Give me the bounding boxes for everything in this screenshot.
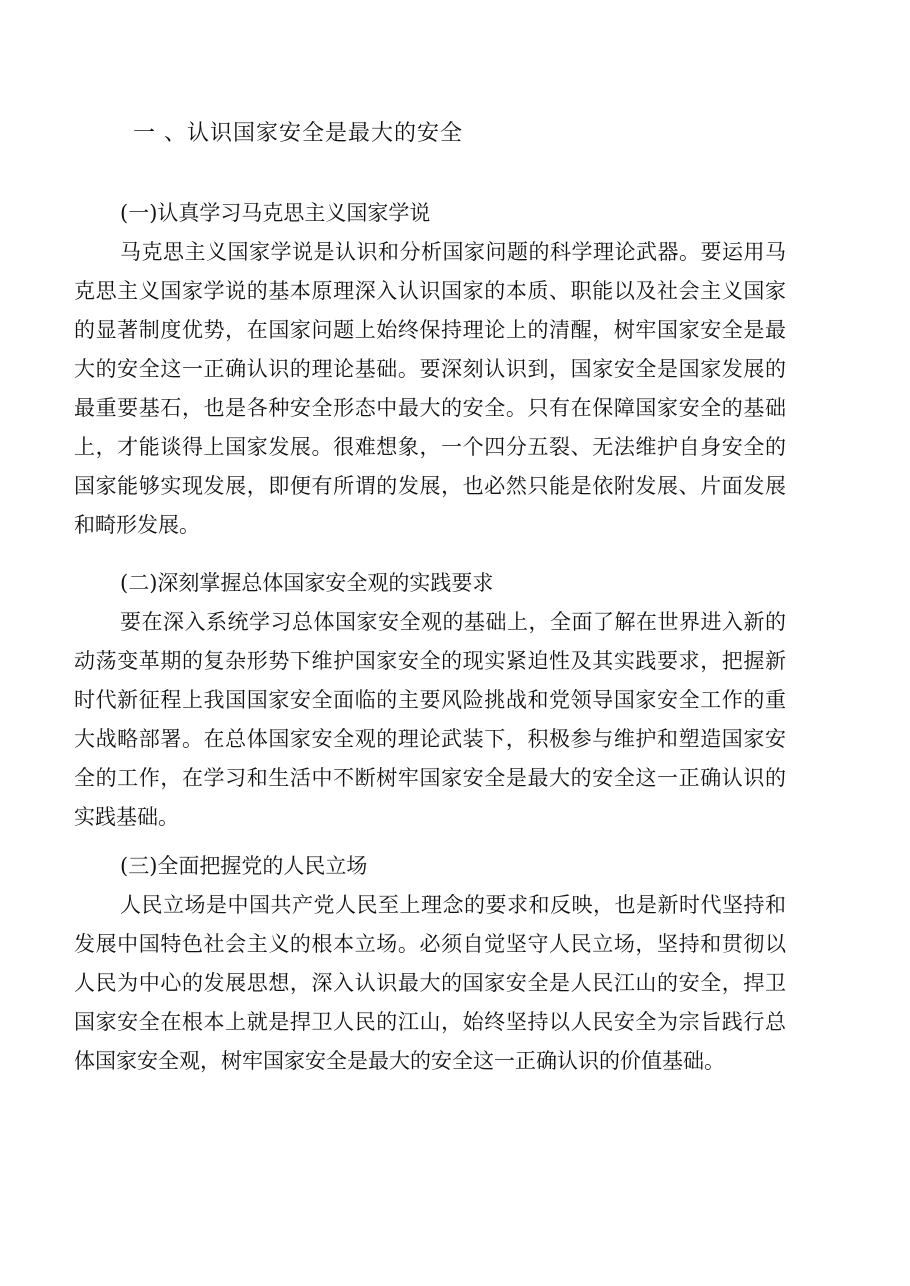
section-heading: 一 、认识国家安全是最大的安全 — [133, 121, 463, 146]
subsection-1 — [74, 194, 786, 545]
body-paragraph: 人民立场是中国共产党人民至上理念的要求和反映，也是新时代坚持和发展中国特色社会主义的根本立场。必须自觉坚守人民立场，坚持和贯彻以人民为中心的发展思想，深入认识最大的国家安全是人民江山的安全，捍卫国家安全在根本上就是捍卫人民的江山，始终坚持以人民安全为宗旨践行总体国家安全观，树牢国家安全是最大的安全这一正确认识的价值基础。 — [74, 893, 786, 1073]
subsection-2 — [74, 564, 786, 837]
subsection-3 — [74, 847, 786, 1081]
body-paragraph: 马克思主义国家学说是认识和分析国家问题的科学理论武器。要运用马克思主义国家学说的基本原理深入认识国家的本质、职能以及社会主义国家的显著制度优势，在国家问题上始终保持理论上的清醒，树牢国家安全是最大的安全这一正确认识的理论基础。要深刻认识到，国家安全是国家发展的最重要基石，也是各种安全形态中最大的安全。只有在保障国家安全的基础上，才能谈得上国家发展。很难想象，一个四分五裂、无法维护自身安全的国家能够实现发展，即便有所谓的发展，也必然只能是依附发展、片面发展和畸形发展。 — [74, 240, 786, 537]
body-paragraph: 要在深入系统学习总体国家安全观的基础上，全面了解在世界进入新的动荡变革期的复杂形势下维护国家安全的现实紧迫性及其实践要求，把握新时代新征程上我国国家安全面临的主要风险挑战和党领导国家安全工作的重大战略部署。在总体国家安全观的理论武装下，积极参与维护和塑造国家安全的工作，在学习和生活中不断树牢国家安全是最大的安全这一正确认识的实践基础。 — [74, 610, 786, 829]
subsection-title: (三)全面把握党的人民立场 — [120, 854, 368, 878]
subsection-title: (一)认真学习马克思主义国家学说 — [120, 201, 431, 225]
subsection-title: (二)深刻掌握总体国家安全观的实践要求 — [120, 571, 494, 595]
